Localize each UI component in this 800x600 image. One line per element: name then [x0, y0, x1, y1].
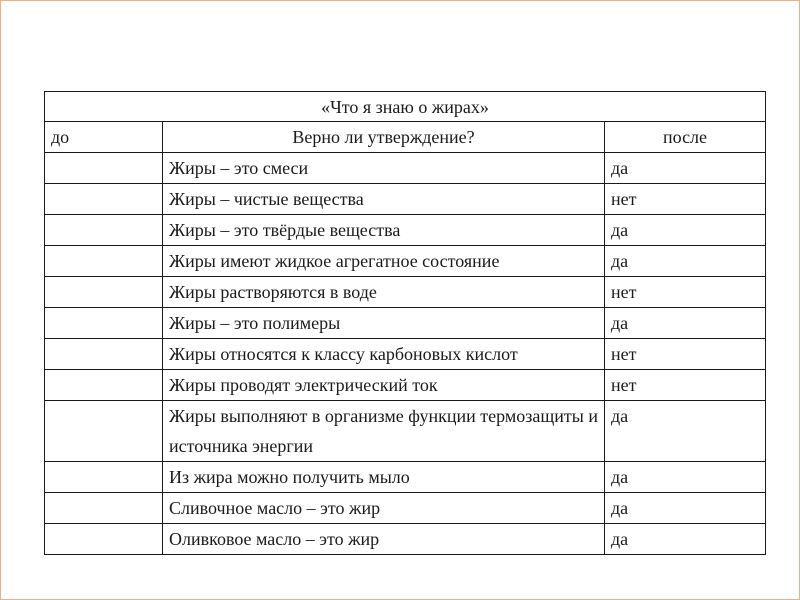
- after-cell: нет: [605, 277, 766, 308]
- statement-cell: Сливочное масло – это жир: [163, 493, 605, 524]
- after-cell: нет: [605, 184, 766, 215]
- after-cell: да: [605, 215, 766, 246]
- after-cell: да: [605, 308, 766, 339]
- before-cell: [45, 493, 163, 524]
- before-cell: [45, 524, 163, 555]
- statement-cell: Жиры – это смеси: [163, 153, 605, 184]
- before-cell: [45, 308, 163, 339]
- table-title: «Что я знаю о жирах»: [45, 92, 766, 122]
- table-row: [45, 339, 766, 370]
- statement-cell: Из жира можно получить мыло: [163, 462, 605, 493]
- table-header-row: [45, 122, 766, 153]
- table-row: [45, 215, 766, 246]
- before-cell: [45, 277, 163, 308]
- table-row: [45, 401, 766, 462]
- fats-quiz-table: [44, 91, 766, 555]
- before-cell: [45, 401, 163, 462]
- after-cell: нет: [605, 370, 766, 401]
- table-row: [45, 370, 766, 401]
- table-row: [45, 184, 766, 215]
- statement-cell: Жиры выполняют в организме функции термозащиты и источника энергии: [163, 401, 605, 462]
- statement-cell: Жиры – чистые вещества: [163, 184, 605, 215]
- table-row: [45, 493, 766, 524]
- before-cell: [45, 462, 163, 493]
- after-cell: да: [605, 524, 766, 555]
- header-statement: Верно ли утверждение?: [163, 122, 605, 153]
- header-before: до: [45, 122, 163, 153]
- before-cell: [45, 246, 163, 277]
- before-cell: [45, 370, 163, 401]
- table-row: [45, 308, 766, 339]
- statement-cell: Жиры растворяются в воде: [163, 277, 605, 308]
- table-row: [45, 246, 766, 277]
- after-cell: да: [605, 401, 766, 462]
- before-cell: [45, 215, 163, 246]
- before-cell: [45, 153, 163, 184]
- statement-cell: Жиры относятся к классу карбоновых кислот: [163, 339, 605, 370]
- statement-cell: Жиры имеют жидкое агрегатное состояние: [163, 246, 605, 277]
- statement-cell: Жиры проводят электрический ток: [163, 370, 605, 401]
- after-cell: нет: [605, 339, 766, 370]
- after-cell: да: [605, 493, 766, 524]
- after-cell: да: [605, 246, 766, 277]
- after-cell: да: [605, 462, 766, 493]
- header-after: после: [605, 122, 766, 153]
- table-row: [45, 153, 766, 184]
- statement-cell: Жиры – это полимеры: [163, 308, 605, 339]
- after-cell: да: [605, 153, 766, 184]
- before-cell: [45, 339, 163, 370]
- table-row: [45, 277, 766, 308]
- table-row: [45, 462, 766, 493]
- statement-cell: Оливковое масло – это жир: [163, 524, 605, 555]
- table-row: [45, 524, 766, 555]
- before-cell: [45, 184, 163, 215]
- table-title-row: [45, 92, 766, 122]
- statement-cell: Жиры – это твёрдые вещества: [163, 215, 605, 246]
